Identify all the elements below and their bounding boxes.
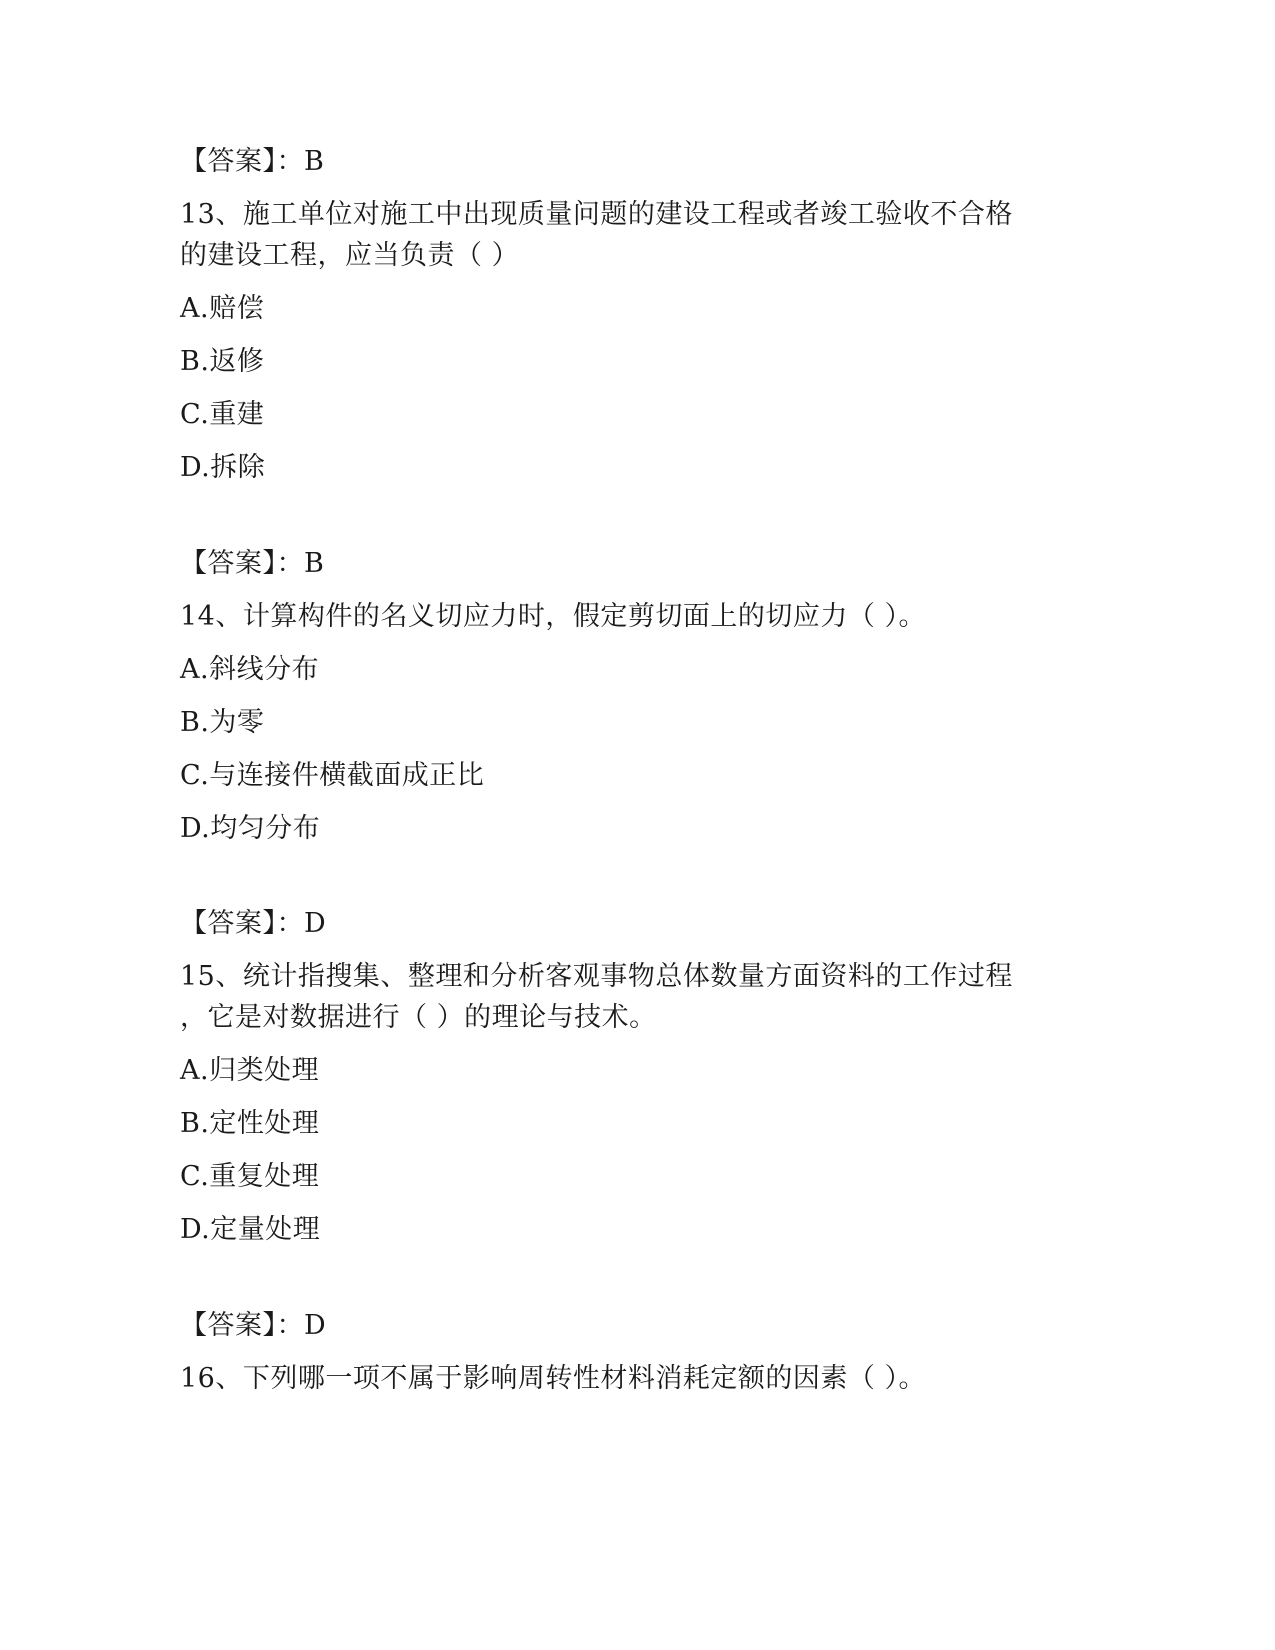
option-d: D.定量处理 <box>180 1214 321 1245</box>
answer-line: 【答案】：D <box>180 908 327 939</box>
answer-line: 【答案】：D <box>180 1310 327 1341</box>
answer-line: 【答案】：B <box>180 146 325 177</box>
question-13-line-1: 13、施工单位对施工中出现质量问题的建设工程或者竣工验收不合格 <box>180 199 1013 230</box>
option-d: D.拆除 <box>180 452 266 483</box>
question-14-line-1: 14、计算构件的名义切应力时，假定剪切面上的切应力（ ）。 <box>180 601 926 632</box>
option-a: A.归类处理 <box>180 1055 320 1086</box>
option-b: B.定性处理 <box>180 1108 320 1139</box>
option-b: B.为零 <box>180 707 265 738</box>
option-d: D.均匀分布 <box>180 813 321 844</box>
question-15-line-1: 15、统计指搜集、整理和分析客观事物总体数量方面资料的工作过程 <box>180 961 1013 992</box>
option-b: B.返修 <box>180 346 265 377</box>
question-16-line-1: 16、下列哪一项不属于影响周转性材料消耗定额的因素（ ）。 <box>180 1363 926 1394</box>
answer-line: 【答案】：B <box>180 548 325 579</box>
option-c: C.与连接件横截面成正比 <box>180 760 485 791</box>
option-a: A.赔偿 <box>180 293 265 324</box>
option-c: C.重建 <box>180 399 265 430</box>
option-c: C.重复处理 <box>180 1161 320 1192</box>
option-a: A.斜线分布 <box>180 654 320 685</box>
question-15-line-2: ，它是对数据进行（ ）的理论与技术。 <box>180 1002 657 1033</box>
question-13-line-2: 的建设工程，应当负责（ ） <box>180 240 520 271</box>
